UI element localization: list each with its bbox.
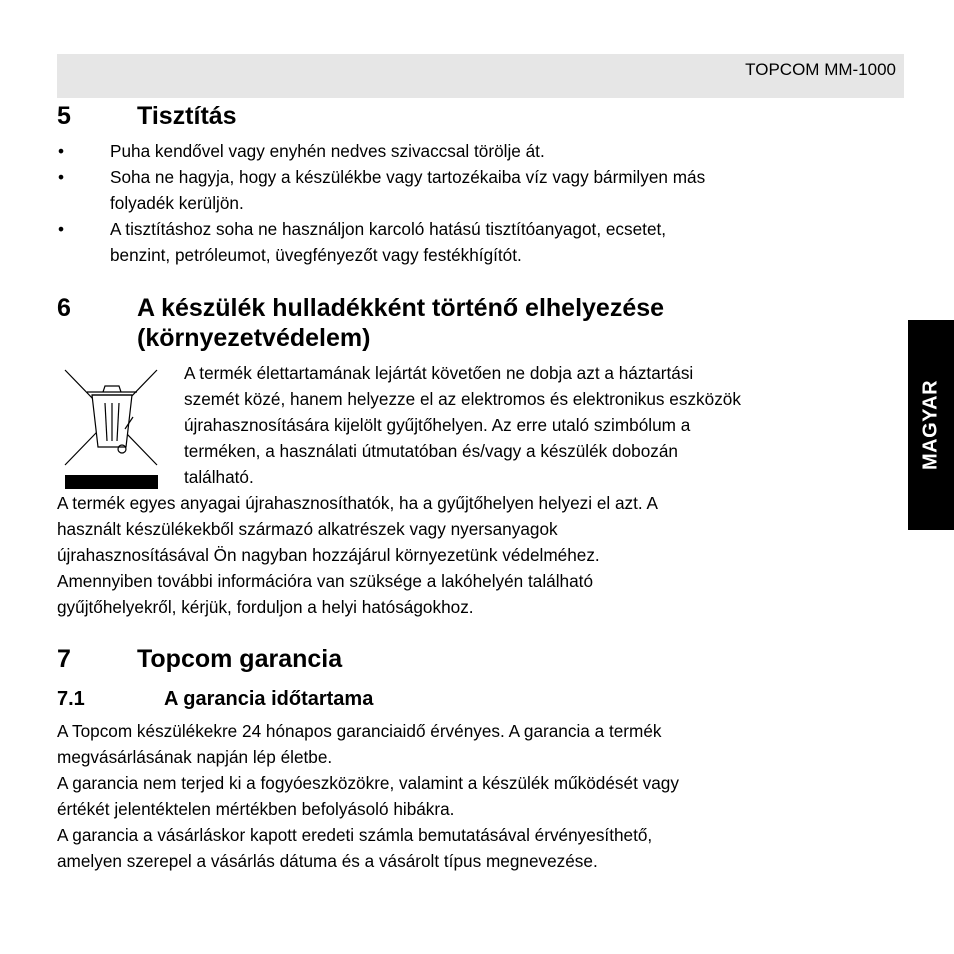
bullet-icon: • — [58, 167, 65, 187]
section-title: Tisztítás — [137, 102, 237, 130]
paragraph-line: értékét jelentéktelen mértékben befolyásoló hibákra. — [57, 799, 455, 819]
list-item-text: A tisztításhoz soha ne használjon karcoló hatású tisztítóanyagot, ecsetet, — [110, 219, 667, 239]
header-title: TOPCOM MM-1000 — [745, 60, 896, 79]
subsection-number: 7.1 — [57, 688, 85, 710]
list-item-text: benzint, petróleumot, üvegfényezőt vagy festékhígítót. — [110, 245, 522, 265]
paragraph-line: A Topcom készülékekre 24 hónapos garanciaidő érvényes. A garancia a termék — [57, 721, 662, 741]
page-header — [57, 54, 904, 98]
paragraph-line: terméken, a használati útmutatóban és/vagy a készülék dobozán — [184, 441, 678, 461]
paragraph-line: A termék élettartamának lejártát követően ne dobja azt a háztartási — [184, 363, 694, 383]
bullet-icon: • — [58, 141, 65, 161]
section-title: Topcom garancia — [137, 645, 343, 673]
paragraph-line: újrahasznosításával Ön nagyban hozzájárul környezetünk védelméhez. — [57, 545, 600, 565]
paragraph-line: Amennyiben további információra van szüksége a lakóhelyén található — [57, 571, 594, 591]
paragraph-line: található. — [184, 467, 254, 487]
list-item-text: Soha ne hagyja, hogy a készülékbe vagy tartozékaiba víz vagy bármilyen más — [110, 167, 706, 187]
section-title-line: A készülék hulladékként történő elhelyezése — [137, 294, 665, 322]
paragraph-line: amelyen szerepel a vásárlás dátuma és a vásárolt típus megnevezése. — [57, 851, 598, 871]
subsection-title: A garancia időtartama — [164, 688, 374, 710]
section-number: 7 — [57, 645, 71, 673]
paragraph-line: újrahasznosítására kijelölt gyűjtőhelyen. Az erre utaló szimbólum a — [184, 415, 691, 435]
paragraph-line: megvásárlásának napján lép életbe. — [57, 747, 333, 767]
paragraph-line: A garancia nem terjed ki a fogyóeszközökre, valamint a készülék működését vagy — [57, 773, 679, 793]
section-number: 6 — [57, 294, 71, 322]
paragraph-line: szemét közé, hanem helyezze el az elektromos és elektronikus eszközök — [184, 389, 741, 409]
section-title-line: (környezetvédelem) — [137, 324, 371, 352]
section-number: 5 — [57, 102, 71, 130]
paragraph-line: gyűjtőhelyekről, kérjük, forduljon a helyi hatóságokhoz. — [57, 597, 474, 617]
paragraph-line: használt készülékekből származó alkatrészek vagy nyersanyagok — [57, 519, 558, 539]
paragraph-line: A termék egyes anyagai újrahasznosíthatók, ha a gyűjtőhelyen helyezi el azt. A — [57, 493, 658, 513]
paragraph-line: A garancia a vásárláskor kapott eredeti számla bemutatásával érvényesíthető, — [57, 825, 653, 845]
bullet-icon: • — [58, 219, 65, 239]
list-item-text: folyadék kerüljön. — [110, 193, 244, 213]
language-tab-label: MAGYAR — [919, 379, 942, 471]
list-item-text: Puha kendővel vagy enyhén nedves szivaccsal törölje át. — [110, 141, 545, 161]
weee-crossed-bin-icon — [63, 367, 161, 491]
language-tab — [908, 320, 954, 530]
